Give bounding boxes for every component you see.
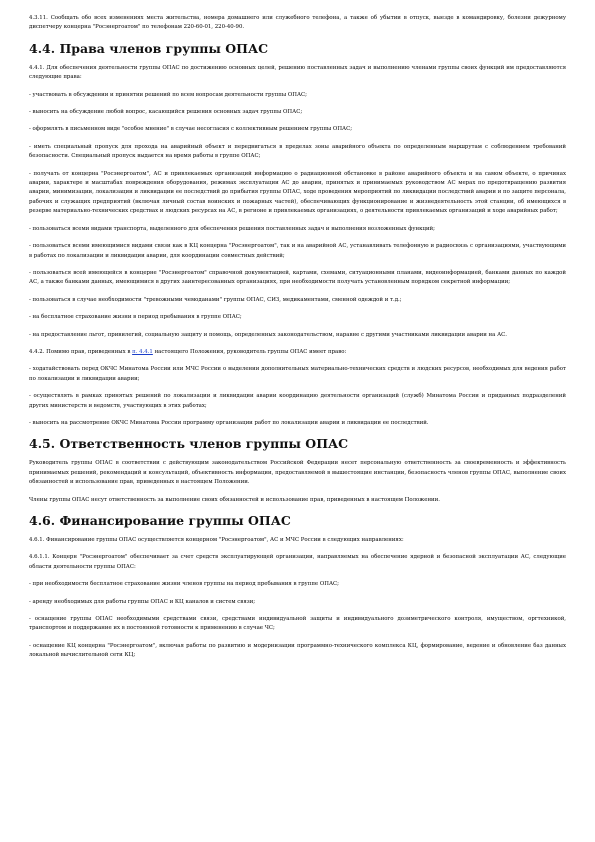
paragraph-4-6-1-1: 4.6.1.1. Концерн "Росэнергоатом" обеспечивает за счет средств эксплуатирующей организации, направляемых на обеспечение ядерной и безопасной эксплуатации АС, следующие области деятельности группы ОПАС: (29, 554, 566, 570)
list-item: - аренду необходимых для работы группы ОПАС и КЦ каналов и систем связи; (29, 598, 256, 605)
list-item: - оснащение группы ОПАС необходимыми средствами связи, средствами индивидуальной защиты и индивидуального дозиметрического контроля, имуществом, оргтехникой, транспортом и поддержание их в постоянной готовности к применению в случае ЧС; (29, 616, 566, 632)
document-page (29, 14, 566, 669)
section-link-4-4-1[interactable]: п. 4.4.1 (132, 348, 153, 355)
list-item: - выносить на обсуждение любой вопрос, касающийся решения основных задач группы ОПАС; (29, 109, 303, 116)
paragraph: Руководитель группы ОПАС в соответствии с действующим законодательством Российской Федерации несет персональную ответственность за своевременность и эффективность принимаемых решений, рекомендаций и консультаций, объективность информации, предоставляемой в вышестоящие инстанции, безопасность членов группы ОПАС, выполнение своих обязанностей и использование прав, приведенных в настоящем Положении. (29, 460, 566, 486)
paragraph-4-6-1: 4.6.1. Финансирование группы ОПАС осуществляется концерном "Росэнергоатом", АС и МЧС России в следующих направлениях: (29, 537, 404, 543)
section-heading-4-5: 4.5. Ответственность членов группы ОПАС (29, 436, 349, 452)
list-item: - оснащение КЦ концерна "Росэнергоатом", включая работы по развитию и модернизации программно-технического комплекса КЦ, формирование, ведение и обновление баз данных локальной вычислительной сети КЦ; (29, 642, 566, 659)
list-item: - получать от концерна "Росэнергоатом", АС и привлекаемых организаций информацию о радиационной обстановке в районе аварийного объекта и на самом объекте, о причинах аварии, характере и масштабах повреждения оборудования, режимах эксплуатации АС до аварии, принятых и принимаемых руководством АС мерах по предотвращению развития аварии, минимизации, локализации и ликвидации ее последствий до прибытия группы ОПАС, ходе проведения мероприятий по ликвидации последствий аварии и по защите персонала, рабочих и служащих предприятий (включая личный состав воинских и пожарных частей), обеспечивающих функционирование и жизнедеятельность этой станции, об имеющихся в резерве материально-технических средствах и людских ресурсах на АС, в регионе и привлекаемых организациях, о деятельности привлекаемых организаций и ходе аварийных работ; (29, 170, 566, 215)
list-item: - пользоваться в случае необходимости "тревожными чемоданами" группы ОПАС, СИЗ, медикаментами, сменной одеждой и т.д.; (29, 296, 402, 303)
paragraph-4-3-11: 4.3.11. Сообщать обо всех изменениях места жительства, номера домашнего или служебного телефона, а также об убытии в отпуск, выезде в командировку, болезни дежурному диспетчеру концерна "Росэнергоатом" по телефонам 220-60-01, 220-40-90. (29, 15, 566, 31)
list-item: - на предоставление льгот, привилегий, социальную защиту и помощь, определенных законодательством, наравне с другими участниками ликвидации аварии на АС. (29, 331, 507, 338)
list-item: - пользоваться всей имеющейся в концерне "Росэнергоатом" справочной документацией, картами, схемами, ситуационными планами, видеоинформацией, банками данных по каждой АС, а также банками данных, имеющимися в других заинтересованных организациях, при необходимости получать установленным порядком секретной информации; (29, 269, 566, 286)
list-item: - выносить на рассмотрение ОКЧС Минатома России программу организации работ по локализации аварии и ликвидации ее последствий. (29, 419, 429, 426)
list-item: - осуществлять в рамках принятых решений по локализации и ликвидации аварии координацию деятельности организаций (служб) Минатома России и приданных подразделений других министерств и ведомств, участвующих в этих работах; (29, 393, 566, 409)
paragraph-4-4-1: 4.4.1. Для обеспечения деятельности группы ОПАС по достижению основных целей, решению поставленных задач и выполнению членами группы своих функций им предоставляются следующие права: (29, 64, 566, 81)
list-item: - иметь специальный пропуск для прохода на аварийный объект и передвигаться в пределах зоны аварийного объекта по определенным маршрутам с соблюдением требований безопасности. Специальный пропуск выдается на время работы в группе ОПАС; (29, 143, 566, 160)
paragraph-4-4-2 (29, 348, 566, 357)
list-item: - на бесплатное страхование жизни в период пребывания в группе ОПАС; (29, 314, 242, 321)
paragraph: Члены группы ОПАС несут ответственность за выполнение своих обязанностей и использование прав, приведенных в настоящем Положении. (29, 496, 440, 503)
list-item: - пользоваться всеми видами транспорта, выделенного для обеспечения решения поставленных задач и выполнения возложенных функций; (29, 225, 435, 232)
list-item: - при необходимости бесплатное страхование жизни членов группы на период пребывания в группе ОПАС; (29, 581, 339, 588)
section-heading-4-6: 4.6. Финансирование группы ОПАС (29, 513, 291, 528)
paragraph-text: 4.4.2. Помимо прав, приведенных в (29, 348, 133, 355)
section-heading-4-4: 4.4. Права членов группы ОПАС (29, 40, 269, 56)
list-item: - ходатайствовать перед ОКЧС Минатома России или МЧС России о выделении дополнительных материально-технических средств и людских ресурсов, необходимых для ведения работ по локализации и ликвидации аварии; (29, 366, 566, 382)
list-item: - участвовать в обсуждении и принятии решений по всем вопросам деятельности группы ОПАС; (29, 91, 307, 98)
list-item: - пользоваться всеми имеющимися видами связи как в КЦ концерна "Росэнергоатом", так и на аварийной АС, устанавливать телефонную и радиосвязь с организациями, участвующими в работах по локализации и ликвидации аварии, для координации совместных действий; (29, 243, 566, 259)
paragraph-text: настоящего Положения, руководитель группы ОПАС имеет право: (152, 348, 347, 355)
list-item: - оформлять в письменном виде "особое мнение" в случае несогласия с коллективным решением группы ОПАС; (29, 126, 353, 133)
